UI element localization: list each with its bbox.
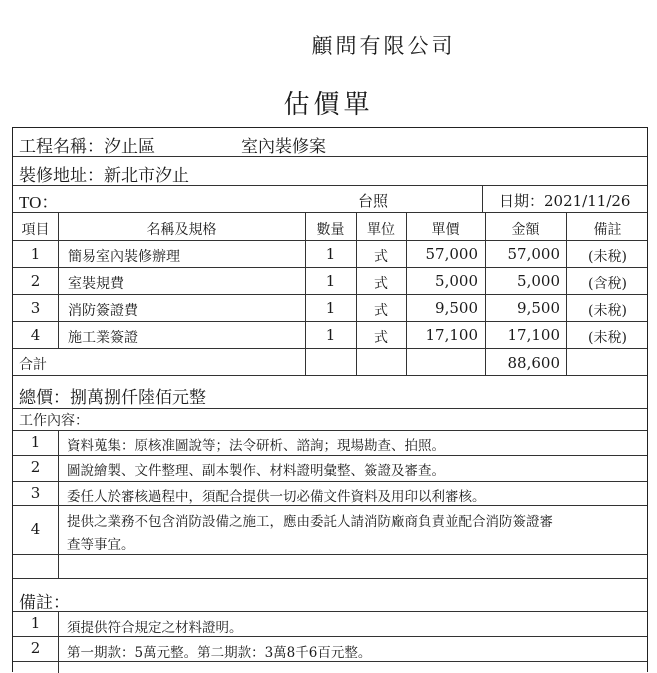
header-unit: 單位	[367, 222, 395, 238]
subtotal-value: 88,600	[507, 354, 560, 372]
divider	[566, 212, 567, 375]
item-amount: 57,000	[507, 245, 560, 263]
item-name: 簡易室內裝修辦理	[68, 249, 180, 265]
remark-text: 須提供符合規定之材料證明。	[67, 620, 243, 636]
divider	[485, 212, 486, 375]
header-qty: 數量	[316, 222, 345, 238]
divider	[406, 212, 407, 375]
total-in-words: 總價：捌萬捌仟陸佰元整	[19, 388, 206, 408]
divider	[13, 455, 647, 456]
document-title: 估價單	[283, 90, 374, 120]
scope-label: 工作內容：	[19, 413, 89, 429]
divider	[13, 294, 647, 295]
item-no: 3	[30, 299, 41, 317]
item-no: 4	[30, 326, 41, 344]
remark-no: 2	[30, 639, 41, 657]
item-price: 57,000	[425, 245, 478, 263]
divider	[305, 212, 306, 375]
quotation-sheet	[12, 127, 648, 672]
item-amount: 9,500	[517, 299, 560, 317]
remark-text: 第一期款：5萬元整。第二期款：3萬8千6百元整。	[67, 645, 372, 661]
remarks-label: 備註：	[19, 593, 70, 613]
divider	[58, 430, 59, 578]
item-unit: 式	[374, 330, 388, 346]
scope-no: 2	[30, 458, 41, 476]
divider	[13, 348, 647, 349]
item-no: 1	[30, 245, 41, 263]
item-name: 室裝規費	[68, 276, 124, 292]
scope-no: 1	[30, 433, 41, 451]
scope-text: 委任人於審核過程中，須配合提供一切必備文件資料及用印以利審核。	[67, 489, 486, 505]
divider	[13, 321, 647, 322]
date-label: 日期：2021/11/26	[499, 192, 631, 210]
item-unit: 式	[374, 249, 388, 265]
address-label: 裝修地址：新北市汐止	[19, 166, 189, 186]
header-note: 備註	[593, 222, 622, 238]
scope-text: 資料蒐集：原核准圖說等；法令研析、諮詢；現場勘查、拍照。	[67, 438, 445, 454]
divider	[13, 636, 647, 637]
scope-text: 圖說繪製、文件整理、副本製作、材料證明彙整、簽證及審查。	[67, 463, 445, 479]
item-qty: 1	[325, 299, 336, 317]
scope-text-continued: 查等事宜。	[67, 537, 135, 553]
item-amount: 5,000	[517, 272, 560, 290]
item-note: (未稅)	[588, 249, 627, 265]
scope-no: 3	[30, 484, 41, 502]
divider	[13, 267, 647, 268]
item-price: 9,500	[435, 299, 478, 317]
divider	[13, 578, 647, 579]
item-amount: 17,100	[507, 326, 560, 344]
divider	[13, 611, 647, 612]
item-name: 施工業簽證	[68, 330, 138, 346]
scope-no: 4	[30, 520, 41, 538]
divider	[482, 185, 483, 212]
divider	[58, 212, 59, 348]
project-name-label: 工程名稱：汐止區	[19, 137, 155, 157]
divider	[13, 240, 647, 241]
item-note: (含稅)	[588, 276, 627, 292]
item-qty: 1	[325, 326, 336, 344]
item-unit: 式	[374, 276, 388, 292]
divider	[13, 212, 647, 213]
item-price: 5,000	[435, 272, 478, 290]
scope-text: 提供之業務不包含消防設備之施工，應由委託人請消防廠商負責並配合消防簽證審	[67, 514, 553, 530]
header-price: 單價	[431, 222, 460, 238]
item-qty: 1	[325, 272, 336, 290]
divider	[13, 375, 647, 376]
header-amount: 金額	[511, 222, 540, 238]
item-unit: 式	[374, 303, 388, 319]
item-qty: 1	[325, 245, 336, 263]
item-note: (未稅)	[588, 303, 627, 319]
project-name-suffix: 室內裝修案	[241, 137, 326, 157]
divider	[13, 408, 647, 409]
header-name: 名稱及規格	[146, 222, 217, 238]
divider	[13, 554, 647, 555]
divider	[13, 481, 647, 482]
subtotal-label: 合計	[19, 357, 47, 373]
item-no: 2	[30, 272, 41, 290]
to-salutation: 台照	[358, 192, 389, 210]
redaction-mark	[178, 134, 240, 152]
header-item: 項目	[21, 222, 50, 238]
item-name: 消防簽證費	[68, 303, 138, 319]
item-price: 17,100	[425, 326, 478, 344]
divider	[13, 661, 647, 662]
divider	[13, 156, 647, 157]
divider	[13, 505, 647, 506]
divider	[13, 185, 647, 186]
remark-no: 1	[30, 614, 41, 632]
to-label: TO：	[19, 193, 59, 212]
company-name: 顧問有限公司	[311, 34, 456, 58]
divider	[356, 212, 357, 375]
divider	[13, 430, 647, 431]
item-note: (未稅)	[588, 330, 627, 346]
